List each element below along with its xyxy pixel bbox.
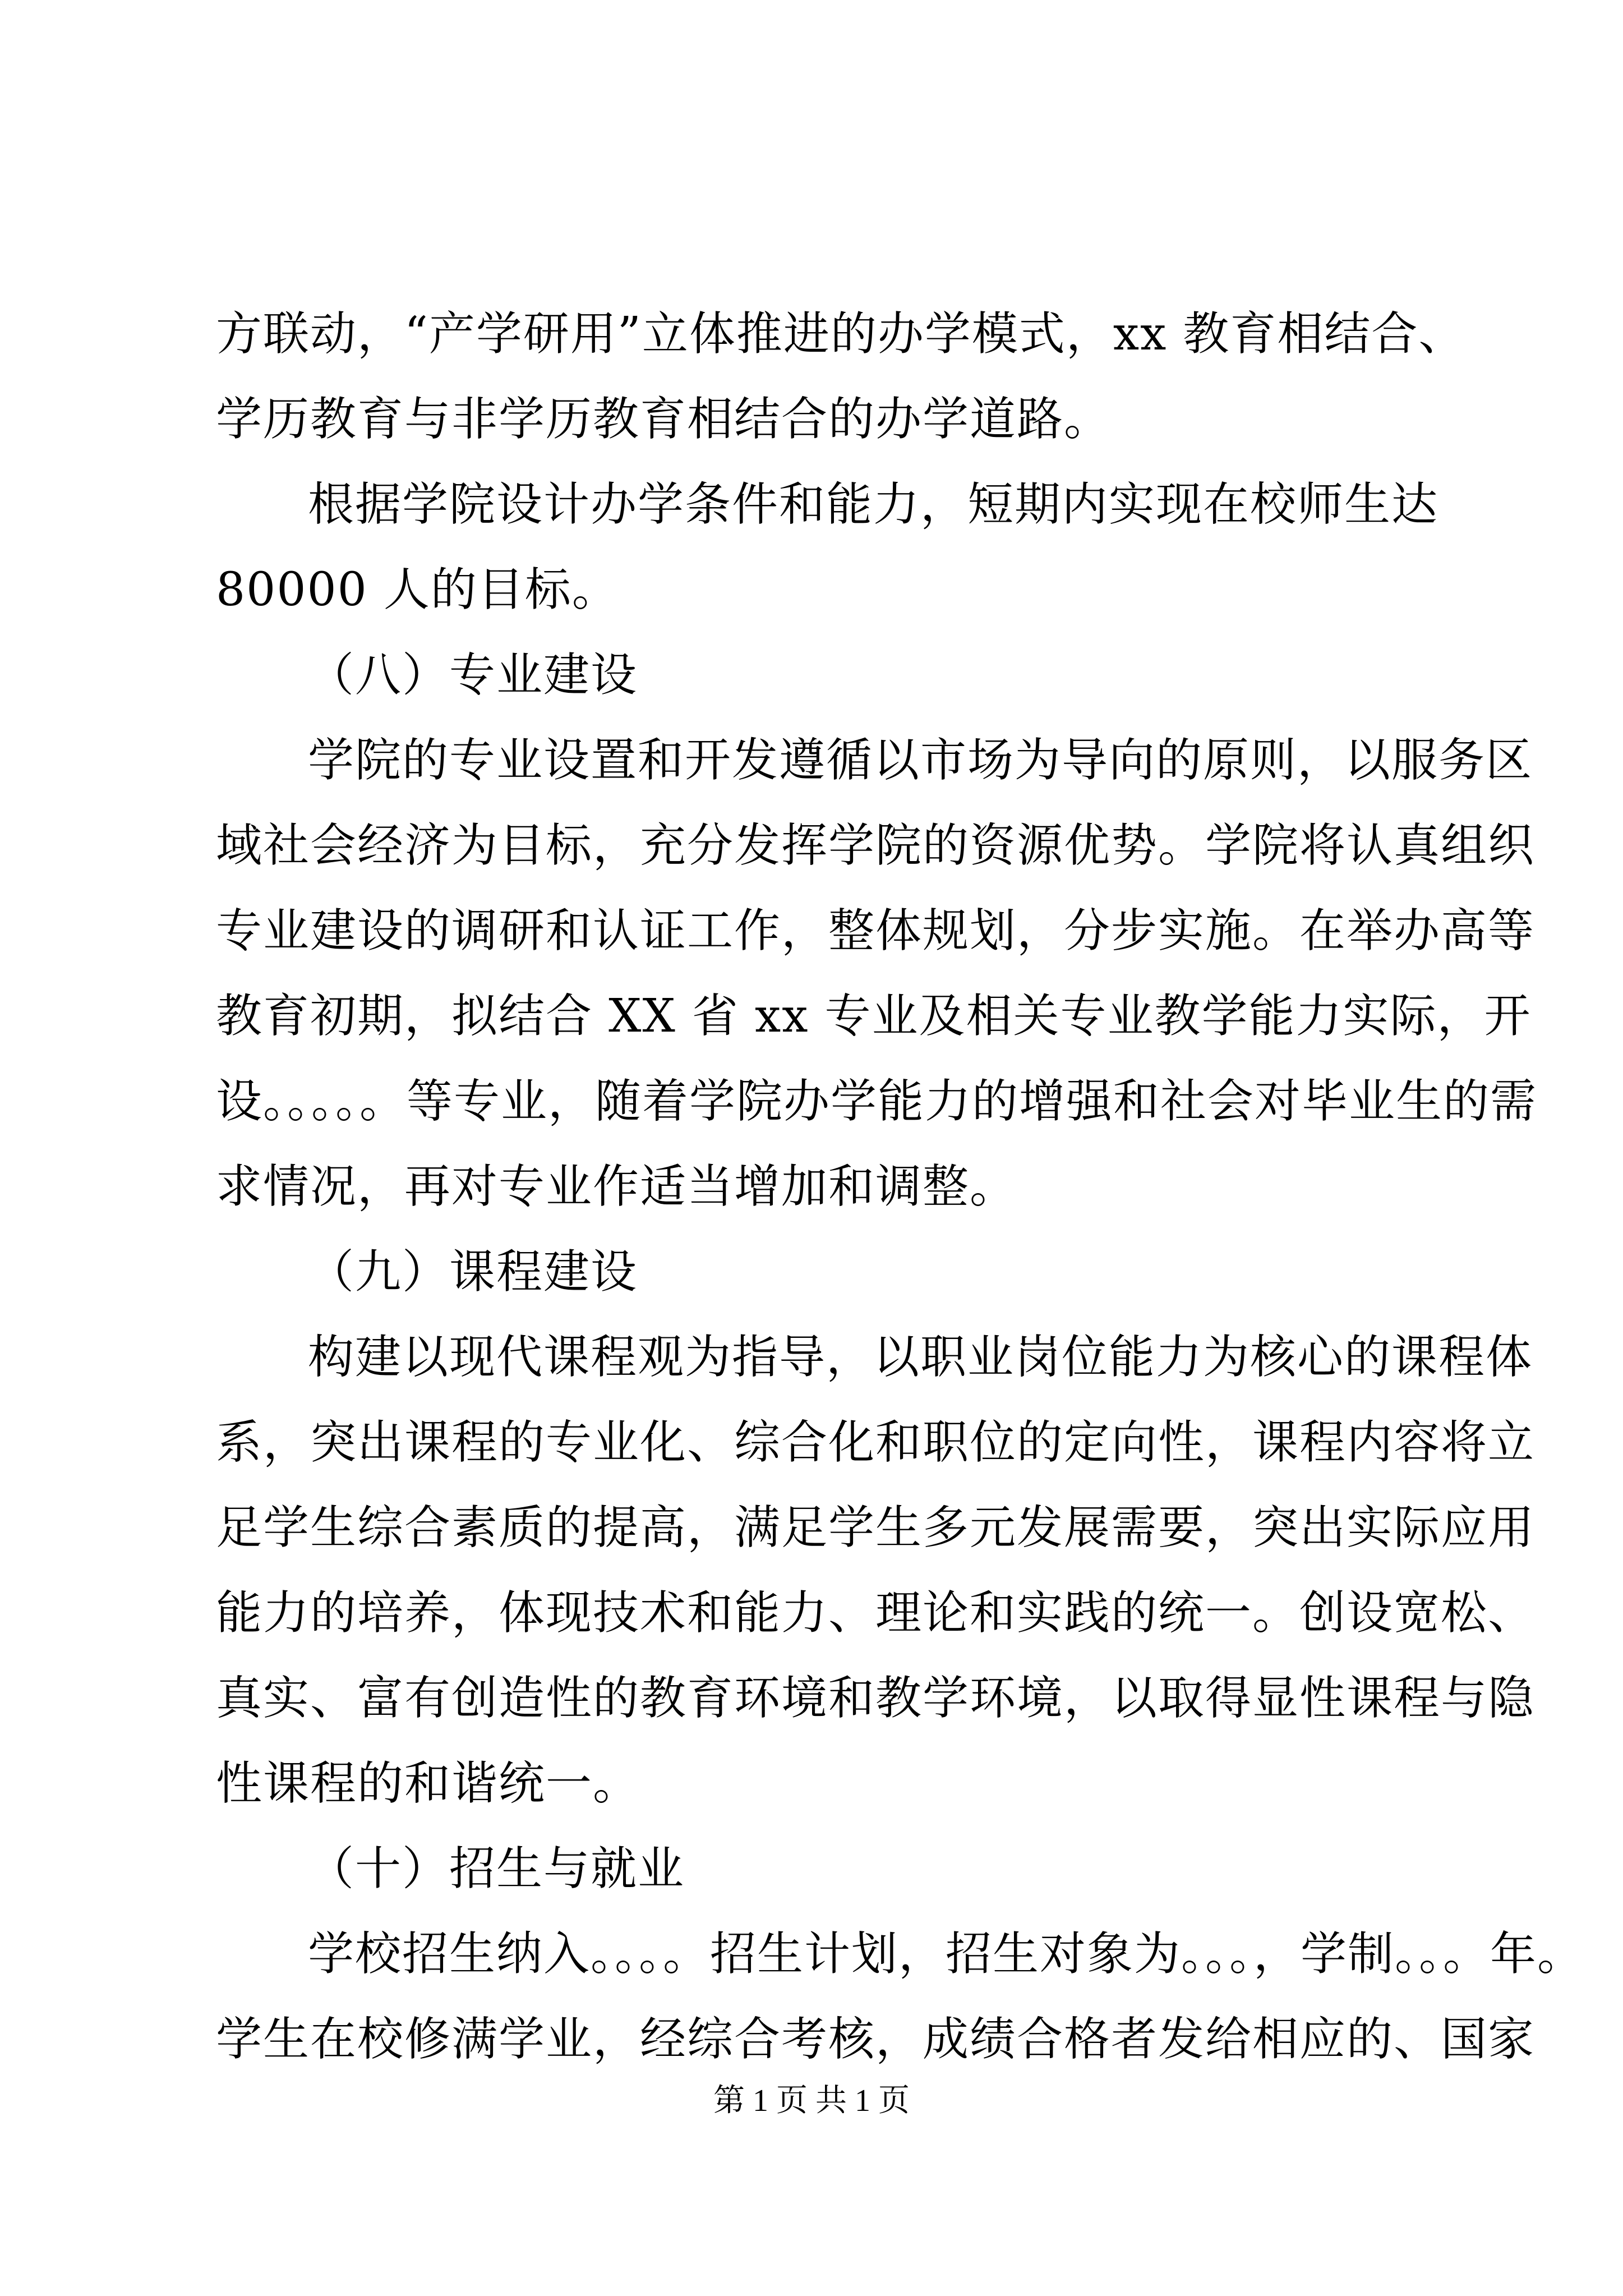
paragraph-line: 系，突出课程的专业化、综合化和职位的定向性，课程内容将立 — [216, 1416, 1536, 1469]
section-heading: （十）招生与就业 — [308, 1842, 685, 1895]
paragraph-line: 80000 人的目标。 — [216, 563, 619, 616]
paragraph-line: 学生在校修满学业，经综合考核，成绩合格者发给相应的、国家 — [216, 2013, 1536, 2066]
paragraph-line: 能力的培养，体现技术和能力、理论和实践的统一。创设宽松、 — [216, 1586, 1536, 1640]
paragraph-line: 真实、富有创造性的教育环境和教学环境，以取得显性课程与隐 — [216, 1672, 1536, 1725]
paragraph-line: 足学生综合素质的提高，满足学生多元发展需要，突出实际应用 — [216, 1501, 1536, 1554]
paragraph-line: 学校招生纳入。。。。招生计划，招生对象为。。。，学制。。。年。 — [308, 1927, 1585, 1981]
document-body — [216, 292, 1585, 2082]
paragraph-line: 域社会经济为目标，充分发挥学院的资源优势。学院将认真组织 — [216, 819, 1536, 872]
paragraph-line: 设。。。。。等专业，随着学院办学能力的增强和社会对毕业生的需 — [216, 1075, 1538, 1128]
section-heading: （九）课程建设 — [308, 1245, 638, 1299]
paragraph-line: 方联动，“产学研用”立体推进的办学模式，xx 教育相结合、 — [216, 307, 1466, 361]
section-heading: （八）专业建设 — [308, 648, 638, 702]
paragraph-line: 构建以现代课程观为指导，以职业岗位能力为核心的课程体 — [308, 1331, 1533, 1384]
paragraph-line: 专业建设的调研和认证工作，整体规划，分步实施。在举办高等 — [216, 904, 1536, 958]
paragraph-line: 教育初期，拟结合 XX 省 xx 专业及相关专业教学能力实际，开 — [216, 990, 1532, 1043]
paragraph-line: 求情况，再对专业作适当增加和调整。 — [216, 1160, 1017, 1213]
paragraph-line: 根据学院设计办学条件和能力，短期内实现在校师生达 — [308, 478, 1439, 531]
paragraph-line: 学历教育与非学历教育相结合的办学道路。 — [216, 393, 1112, 446]
paragraph-line: 学院的专业设置和开发遵循以市场为导向的原则，以服务区 — [308, 734, 1533, 787]
page-footer: 第 1 页 共 1 页 — [713, 2083, 910, 2118]
paragraph-line: 性课程的和谐统一。 — [216, 1757, 640, 1810]
